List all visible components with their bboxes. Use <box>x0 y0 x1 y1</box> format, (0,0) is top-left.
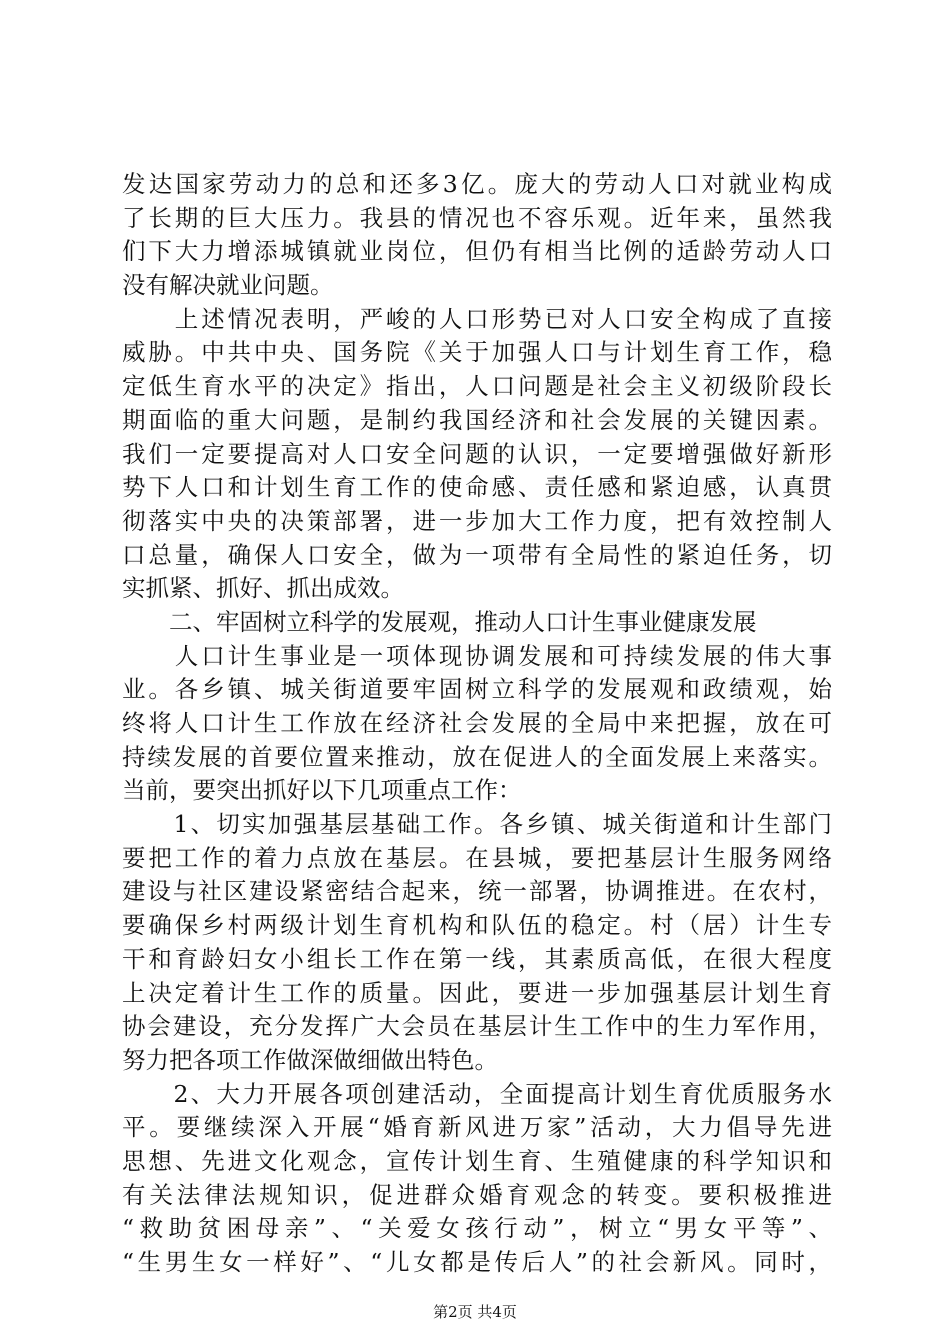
text-line: 1、切实加强基层基础工作。各乡镇、城关街道和计生部门 <box>122 810 832 839</box>
text-line: 上决定着计生工作的质量。因此，要进一步加强基层计划生育 <box>122 978 832 1007</box>
text-line: 干和育龄妇女小组长工作在第一线，其素质高低，在很大程度 <box>122 944 832 973</box>
page-footer: 第2页 共4页 <box>433 1303 517 1321</box>
text-line: 威胁。中共中央、国务院《关于加强人口与计划生育工作，稳 <box>122 338 832 367</box>
text-line: 口总量，确保人口安全，做为一项带有全局性的紧迫任务，切 <box>122 540 832 569</box>
text-line: 努力把各项工作做深做细做出特色。 <box>122 1045 498 1074</box>
text-line: 发达国家劳动力的总和还多3亿。庞大的劳动人口对就业构成 <box>122 170 832 198</box>
text-line: 了长期的巨大压力。我县的情况也不容乐观。近年来，虽然我 <box>122 203 832 232</box>
text-line: 彻落实中央的决策部署，进一步加大工作力度，把有效控制人 <box>122 506 832 535</box>
text-line: 思想、先进文化观念，宣传计划生育、生殖健康的科学知识和 <box>122 1146 832 1175</box>
text-line: 业。各乡镇、城关街道要牢固树立科学的发展观和政绩观，始 <box>122 675 832 704</box>
text-line: 建设与社区建设紧密结合起来，统一部署，协调推进。在农村， <box>122 877 832 906</box>
text-line: 期面临的重大问题，是制约我国经济和社会发展的关键因素。 <box>122 405 832 434</box>
text-line: 势下人口和计划生育工作的使命感、责任感和紧迫感，认真贯 <box>122 473 832 502</box>
text-line: 平。要继续深入开展“婚育新风进万家”活动，大力倡导先进 <box>122 1113 832 1142</box>
text-line: 终将人口计生工作放在经济社会发展的全局中来把握，放在可 <box>122 709 832 737</box>
text-line: 没有解决就业问题。 <box>122 271 334 300</box>
text-line: 实抓紧、抓好、抓出成效。 <box>122 574 404 603</box>
text-line: 持续发展的首要位置来推动，放在促进人的全面发展上来落实。 <box>122 742 832 771</box>
text-line: 要确保乡村两级计划生育机构和队伍的稳定。村（居）计生专 <box>122 911 832 940</box>
text-line: 2、大力开展各项创建活动，全面提高计划生育优质服务水 <box>122 1079 832 1108</box>
text-line: 要把工作的着力点放在基层。在县城，要把基层计生服务网络 <box>122 843 832 872</box>
text-line: 上述情况表明，严峻的人口形势已对人口安全构成了直接 <box>122 304 832 333</box>
text-line: 们下大力增添城镇就业岗位，但仍有相当比例的适龄劳动人口 <box>122 237 832 266</box>
text-line: 二、牢固树立科学的发展观，推动人口计生事业健康发展 <box>122 607 757 636</box>
text-line: “救助贫困母亲”、“关爱女孩行动”，树立“男女平等”、 <box>122 1214 832 1243</box>
document-body <box>122 168 832 1280</box>
text-line: 我们一定要提高对人口安全问题的认识，一定要增强做好新形 <box>122 439 832 468</box>
text-line: 协会建设，充分发挥广大会员在基层计生工作中的生力军作用， <box>122 1012 832 1041</box>
text-line: 定低生育水平的决定》指出，人口问题是社会主义初级阶段长 <box>122 372 832 401</box>
text-line: 有关法律法规知识，促进群众婚育观念的转变。要积极推进 <box>122 1180 832 1209</box>
text-line: 人口计生事业是一项体现协调发展和可持续发展的伟大事 <box>122 641 832 670</box>
text-line: “生男生女一样好”、“儿女都是传后人”的社会新风。同时， <box>122 1248 832 1276</box>
text-line: 当前，要突出抓好以下几项重点工作： <box>122 776 522 805</box>
